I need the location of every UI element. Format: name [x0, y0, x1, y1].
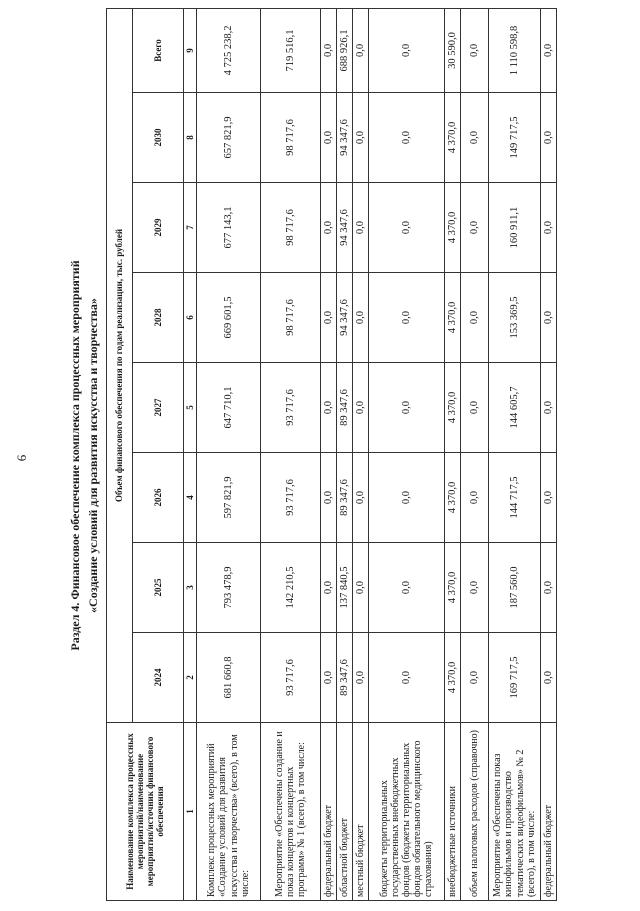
table-body — [197, 8, 557, 900]
section-title: Раздел 4. Финансовое обеспечение комплекса процессных мероприятий — [68, 260, 82, 651]
column-index: 8 — [184, 93, 197, 183]
value-cell: 4 370,0 — [445, 183, 461, 273]
value-cell: 30 590,0 — [445, 8, 461, 92]
value-cell: 0,0 — [353, 453, 369, 543]
value-cell: 0,0 — [369, 93, 445, 183]
value-cell: 4 725 238,2 — [197, 8, 261, 92]
value-cell: 0,0 — [321, 543, 337, 633]
value-cell: 4 370,0 — [445, 543, 461, 633]
value-cell: 144 717,5 — [489, 453, 541, 543]
table-row — [197, 8, 261, 900]
value-cell: 677 143,1 — [197, 183, 261, 273]
page-number: 6 — [14, 454, 29, 462]
value-cell: 98 717,6 — [261, 183, 321, 273]
value-cell: 89 347,6 — [337, 633, 353, 723]
year-header: 2026 — [133, 453, 184, 543]
column-index: 6 — [184, 273, 197, 363]
value-cell: 0,0 — [541, 183, 557, 273]
value-cell: 0,0 — [321, 363, 337, 453]
value-cell: 0,0 — [321, 453, 337, 543]
value-cell: 0,0 — [369, 633, 445, 723]
row-label: объем налоговых расходов (справочно) — [461, 723, 489, 901]
value-cell: 169 717,5 — [489, 633, 541, 723]
table-row — [369, 8, 445, 900]
header-name-cell: Наименование комплекса процессных мероприятий/наименование мероприятия/источник финансового обеспечения — [107, 723, 184, 901]
row-label: Мероприятие «Обеспечены показ кинофильмов и производство тематических видеофильмов» № 2 (всего), в том числе: — [489, 723, 541, 901]
value-cell: 669 601,5 — [197, 273, 261, 363]
column-index: 5 — [184, 363, 197, 453]
value-cell: 0,0 — [541, 633, 557, 723]
value-cell: 144 605,7 — [489, 363, 541, 453]
year-header: 2027 — [133, 363, 184, 453]
value-cell: 0,0 — [461, 633, 489, 723]
value-cell: 4 370,0 — [445, 633, 461, 723]
financing-table — [106, 8, 557, 901]
value-cell: 4 370,0 — [445, 93, 461, 183]
value-cell: 93 717,6 — [261, 633, 321, 723]
value-cell: 0,0 — [369, 8, 445, 92]
table-row — [445, 8, 461, 900]
value-cell: 0,0 — [461, 543, 489, 633]
column-index: 4 — [184, 453, 197, 543]
value-cell: 681 660,8 — [197, 633, 261, 723]
value-cell: 0,0 — [541, 363, 557, 453]
table-row — [353, 8, 369, 900]
table-row — [261, 8, 321, 900]
column-index: 1 — [184, 723, 197, 901]
value-cell: 597 821,9 — [197, 453, 261, 543]
value-cell: 4 370,0 — [445, 273, 461, 363]
year-header: 2029 — [133, 183, 184, 273]
value-cell: 0,0 — [353, 633, 369, 723]
value-cell: 0,0 — [541, 273, 557, 363]
value-cell: 0,0 — [353, 8, 369, 92]
row-label: федеральный бюджет — [321, 723, 337, 901]
value-cell: 793 478,9 — [197, 543, 261, 633]
table-row — [461, 8, 489, 900]
value-cell: 0,0 — [461, 273, 489, 363]
year-header: 2030 — [133, 93, 184, 183]
value-cell: 0,0 — [353, 273, 369, 363]
value-cell: 0,0 — [353, 93, 369, 183]
year-header: 2024 — [133, 633, 184, 723]
value-cell: 0,0 — [321, 183, 337, 273]
value-cell: 0,0 — [353, 363, 369, 453]
value-cell: 0,0 — [541, 8, 557, 92]
value-cell: 94 347,6 — [337, 183, 353, 273]
value-cell: 153 369,5 — [489, 273, 541, 363]
row-label: областной бюджет — [337, 723, 353, 901]
value-cell: 89 347,6 — [337, 363, 353, 453]
value-cell: 0,0 — [369, 453, 445, 543]
year-header: Всего — [133, 8, 184, 92]
table-row — [337, 8, 353, 900]
value-cell: 137 840,5 — [337, 543, 353, 633]
column-index: 7 — [184, 183, 197, 273]
complex-title: «Создание условий для развития искусства и творчества» — [86, 298, 100, 613]
column-index: 3 — [184, 543, 197, 633]
value-cell: 187 560,0 — [489, 543, 541, 633]
value-cell: 149 717,5 — [489, 93, 541, 183]
table-row — [489, 8, 541, 900]
value-cell: 98 717,6 — [261, 273, 321, 363]
value-cell: 0,0 — [369, 183, 445, 273]
row-label: Комплекс процессных мероприятий «Создание условий для развития искусства и творчества» (всего), в том числе: — [197, 723, 261, 901]
value-cell: 1 110 598,8 — [489, 8, 541, 92]
value-cell: 94 347,6 — [337, 93, 353, 183]
value-cell: 0,0 — [461, 183, 489, 273]
value-cell: 0,0 — [321, 8, 337, 92]
value-cell: 0,0 — [461, 8, 489, 92]
value-cell: 142 210,5 — [261, 543, 321, 633]
header-row-group — [107, 8, 133, 900]
value-cell: 0,0 — [541, 453, 557, 543]
value-cell: 0,0 — [369, 273, 445, 363]
value-cell: 657 821,9 — [197, 93, 261, 183]
row-label: бюджеты территориальных государственных внебюджетных фондов (бюджеты территориальных фондов обязательного медицинского страхования) — [369, 723, 445, 901]
header-volume-cell: Объем финансового обеспечения по годам реализации, тыс. рублей — [107, 8, 133, 722]
value-cell: 0,0 — [321, 93, 337, 183]
value-cell: 89 347,6 — [337, 453, 353, 543]
value-cell: 647 710,1 — [197, 363, 261, 453]
year-header: 2025 — [133, 543, 184, 633]
row-label: федеральный бюджет — [541, 723, 557, 901]
year-header: 2028 — [133, 273, 184, 363]
value-cell: 719 516,1 — [261, 8, 321, 92]
column-index: 9 — [184, 8, 197, 92]
value-cell: 0,0 — [541, 93, 557, 183]
value-cell: 0,0 — [461, 363, 489, 453]
row-label: местный бюджет — [353, 723, 369, 901]
value-cell: 0,0 — [369, 543, 445, 633]
value-cell: 0,0 — [321, 273, 337, 363]
value-cell: 0,0 — [461, 453, 489, 543]
row-label: внебюджетные источники — [445, 723, 461, 901]
value-cell: 0,0 — [369, 363, 445, 453]
value-cell: 94 347,6 — [337, 273, 353, 363]
value-cell: 688 926,1 — [337, 8, 353, 92]
value-cell: 4 370,0 — [445, 363, 461, 453]
value-cell: 160 911,1 — [489, 183, 541, 273]
value-cell: 93 717,6 — [261, 363, 321, 453]
value-cell: 0,0 — [353, 543, 369, 633]
header-row-index — [184, 8, 197, 900]
column-index: 2 — [184, 633, 197, 723]
value-cell: 0,0 — [541, 543, 557, 633]
row-label: Мероприятие «Обеспечены создание и показ концертов и концертных программ» № 1 (всего), в том числе: — [261, 723, 321, 901]
value-cell: 0,0 — [353, 183, 369, 273]
table-row — [541, 8, 557, 900]
value-cell: 0,0 — [321, 633, 337, 723]
value-cell: 93 717,6 — [261, 453, 321, 543]
value-cell: 98 717,6 — [261, 93, 321, 183]
value-cell: 0,0 — [461, 93, 489, 183]
value-cell: 4 370,0 — [445, 453, 461, 543]
table-row — [321, 8, 337, 900]
